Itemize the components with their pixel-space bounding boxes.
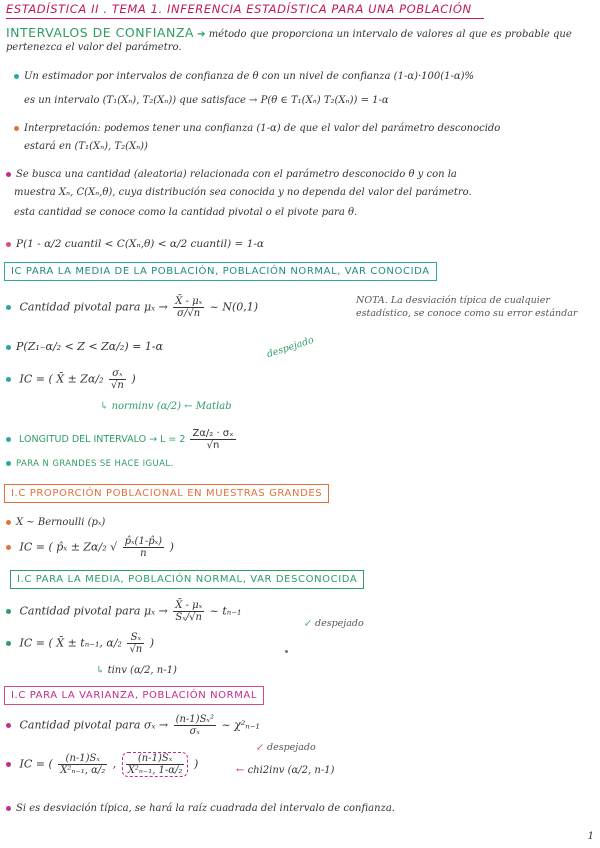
bullet-icon	[6, 609, 11, 614]
bullet-icon	[6, 723, 11, 728]
s1-probability: P(Z₁₋α/₂ < Z < Zα/₂) = 1-α	[6, 340, 163, 353]
pivot-line-2: muestra Xₙ, C(Xₙ,θ), cuya distribución sea conocida y no dependa del valor del parámetro.	[14, 187, 472, 198]
s3-despejado: ↙ despejado	[304, 618, 364, 629]
section-box-varianza: I.C PARA LA VARIANZA, POBLACIÓN NORMAL	[4, 686, 264, 705]
bullet-icon	[6, 545, 11, 550]
s1-note: NOTA. La desviación típica de cualquier estadístico, se conoce como su error estándar	[356, 295, 578, 319]
intervals-definition: método que proporciona un intervalo de valores al que es probable que pertenezca el valor del parámetro.	[6, 29, 572, 53]
pivot-line-1: Se busca una cantidad (aleatoria) relacionada con el parámetro desconocido θ y con la	[6, 168, 457, 181]
section-box-media-var-conocida: IC PARA LA MEDIA DE LA POBLACIÓN, POBLACIÓN NORMAL, VAR CONOCIDA	[4, 262, 437, 281]
bullet-icon	[6, 172, 11, 177]
bullet-icon	[6, 305, 11, 310]
intervals-heading: INTERVALOS DE CONFIANZA	[6, 25, 194, 40]
section-box-media-var-desconocida: I.C PARA LA MEDIA, POBLACIÓN NORMAL, VAR DESCONOCIDA	[10, 570, 364, 589]
bullet-icon	[14, 126, 19, 131]
s3-pivot-formula: Cantidad pivotal para μₓ → $\frac{\text{X̄ - μₓ}}{\text{Sₓ/√n}}$ ~ tₙ₋₁	[6, 600, 241, 623]
intervals-heading-line: INTERVALOS DE CONFIANZA ➔ método que proporciona un intervalo de valores al que es probable que pertenezca el valor del parámetro.	[6, 25, 572, 53]
s1-grandes: PARA N GRANDES SE HACE IGUAL.	[6, 458, 174, 471]
s1-pivot-formula: Cantidad pivotal para μₓ → $\frac{\text{X̄ - μₓ}}{\sigma/√n}$ ~ N(0,1)	[6, 296, 258, 319]
s1-norminv: ↳ norminv (α/2) ← Matlab	[100, 401, 232, 412]
bullet-icon	[6, 377, 11, 382]
s3-ic-formula: IC = ( X̄ ± tₙ₋₁, α/₂ $\frac{\text{Sₓ}}{√n}$ )	[6, 632, 154, 655]
bullet-icon	[6, 762, 11, 767]
title-underline	[6, 18, 484, 19]
s2-bernoulli: X ~ Bernoulli (pₓ)	[6, 516, 105, 529]
s4-ic-formula: IC = ( $\frac{\text{(n-1)Sₓ}}{\text{X²ₙ₋₁, α/₂}}$ , $\frac{\text{(n-1)Sₓ}}{\text{X²ₙ₋₁, 1-α/₂}}$ )	[6, 752, 198, 777]
s4-chi2inv: ← chi2inv (α/2, n-1)	[236, 765, 335, 776]
bullet-icon	[6, 461, 11, 466]
page-title: ESTADÍSTICA II . TEMA 1. INFERENCIA ESTADÍSTICA PARA UNA POBLACIÓN	[6, 2, 472, 16]
estimator-line-1: Un estimador por intervalos de confianza de θ con un nivel de confianza (1-α)·100(1-α)%	[14, 70, 474, 83]
pivot-line-3: esta cantidad se conoce como la cantidad pivotal o el pivote para θ.	[14, 207, 358, 218]
s1-ic-formula: IC = ( X̄ ± Zα/₂ $\frac{\text{σₓ}}{√n}$ )	[6, 368, 136, 391]
bullet-icon	[6, 242, 11, 247]
s3-tinv: ↳ tinv (α/2, n-1)	[96, 665, 177, 676]
bullet-icon	[6, 437, 11, 442]
s4-despejado: ↙ despejado	[256, 742, 316, 753]
s1-despejado: despejado	[265, 334, 316, 361]
s4-final-note: Si es desviación típica, se hará la raíz cuadrada del intervalo de confianza.	[6, 802, 395, 815]
s1-longitud: LONGITUD DEL INTERVALO → L = 2 $\frac{\text{Zα/₂ · σₓ}}{√n}$	[6, 428, 238, 451]
pivot-probability: P(1 - α/2 cuantil < C(Xₙ,θ) < α/2 cuantil) = 1-α	[6, 238, 264, 251]
s1-pivot-fraction: $\frac{\text{X̄ - μₓ}}{\sigma/√n}$	[175, 296, 203, 319]
bullet-icon	[6, 345, 11, 350]
s4-pivot-formula: Cantidad pivotal para σₓ → $\frac{\text{(n-1)Sₓ²}}{\text{σₓ}}$ ~ χ²ₙ₋₁	[6, 714, 260, 737]
s2-ic-formula: IC = ( p̂ₓ ± Zα/₂ √ $\frac{\text{p̂ₓ(1-p̂ₓ)}}{n}$ )	[6, 536, 174, 559]
bullet-icon	[6, 520, 11, 525]
section-box-proporcion: I.C PROPORCIÓN POBLACIONAL EN MUESTRAS GRANDES	[4, 484, 329, 503]
bullet-icon	[14, 74, 19, 79]
bullet-icon	[6, 641, 11, 646]
bullet-icon	[6, 806, 11, 811]
interpretation-line-2: estará en (T₁(Xₙ), T₂(Xₙ))	[24, 141, 148, 152]
estimator-line-2: es un intervalo (T₁(Xₙ), T₂(Xₙ)) que satisface → P(θ ∈ T₁(Xₙ) T₂(Xₙ)) = 1-α	[24, 95, 389, 106]
ink-dot	[285, 650, 288, 653]
page-number: 1	[587, 831, 594, 842]
interpretation-line-1: Interpretación: podemos tener una confianza (1-α) de que el valor del parámetro desconocido	[14, 122, 500, 135]
